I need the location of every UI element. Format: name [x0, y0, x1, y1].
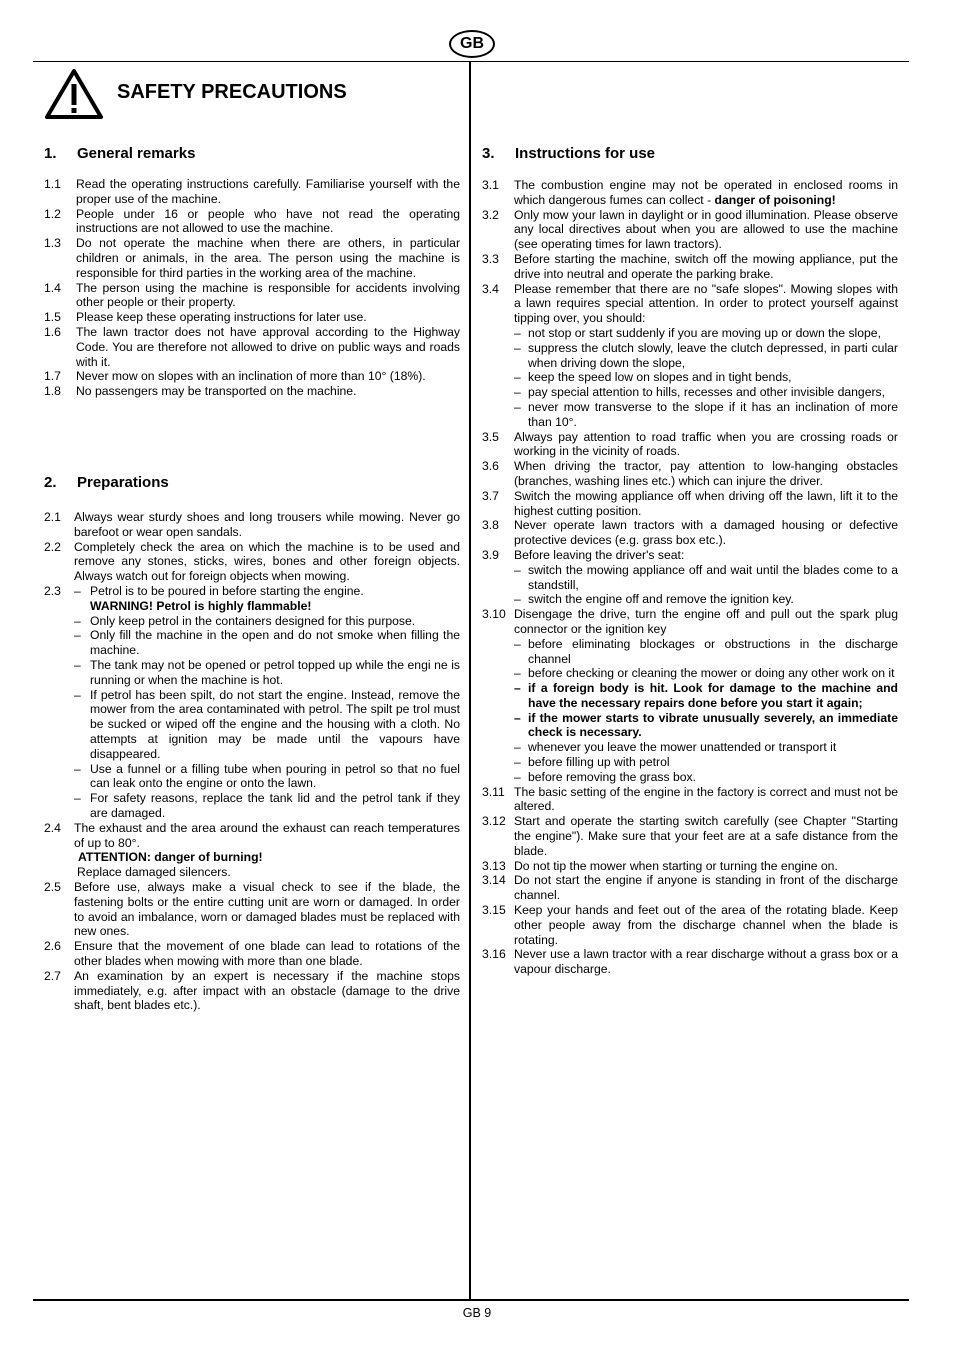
general-remarks-list	[44, 177, 460, 399]
list-item	[482, 518, 898, 548]
preparations-list	[44, 510, 460, 1013]
section-title: Instructions for use	[515, 145, 656, 162]
dash-bullet: –	[514, 755, 521, 770]
item-text: Keep your hands and feet out of the area of the rotating blade. Keep other people away from the discharge channel when the blade is rotating.	[514, 903, 898, 947]
sub-item-text: switch the mowing appliance off and wait until the blades come to a standstill,	[528, 562, 898, 592]
item-number: 3.14	[482, 873, 506, 888]
dash-bullet: –	[514, 636, 521, 651]
item-text: Please keep these operating instructions for later use.	[76, 310, 367, 325]
sub-item-text: The tank may not be opened or petrol topped up while the engi ne is running or when the machine is hot.	[90, 657, 460, 687]
item-text: Never operate lawn tractors with a damaged housing or defective protective devices (e.g. grass box etc.).	[514, 518, 898, 548]
top-rule	[33, 61, 909, 62]
item-number: 2.1	[44, 510, 61, 524]
item-number: 3.7	[482, 488, 499, 503]
item-text-line: The combustion engine may not be operated in enclosed rooms in which dangerous fumes can collect -	[514, 178, 898, 207]
column-divider	[469, 61, 471, 1300]
item-number: 3.6	[482, 459, 499, 474]
item-number: 1.5	[44, 310, 61, 325]
item-number: 3.12	[482, 814, 506, 829]
item-number: 1.1	[44, 177, 61, 191]
list-item	[44, 584, 460, 614]
list-item	[482, 814, 898, 858]
item-text: Before starting the machine, switch off the mowing appliance, put the drive into neutral and operate the parking brake.	[514, 251, 898, 281]
dash-bullet: –	[514, 681, 521, 696]
dash-bullet: –	[74, 613, 81, 628]
item-number: 3.16	[482, 947, 506, 962]
bottom-rule	[33, 1299, 909, 1301]
dash-bullet: –	[74, 761, 81, 776]
list-item	[44, 880, 460, 939]
sub-item	[74, 762, 460, 792]
list-item	[482, 859, 898, 874]
dash-bullet: –	[514, 340, 521, 355]
dash-bullet: –	[514, 325, 521, 340]
item-text: The basic setting of the engine in the factory is correct and must not be altered.	[514, 784, 898, 814]
sub-item	[514, 326, 898, 341]
list-item	[44, 384, 460, 399]
item-text: Before use, always make a visual check to see if the blade, the fastening bolts or the entire cutting unit are worn or damaged. In order to avoid an imbalance, worn or damaged blades must be replaced with new ones.	[74, 879, 460, 939]
list-item	[44, 310, 460, 325]
page-number: GB 9	[462, 1306, 492, 1320]
sub-item	[514, 666, 898, 681]
page-title: SAFETY PRECAUTIONS	[117, 81, 347, 103]
sub-item	[514, 563, 898, 593]
list-item	[482, 873, 898, 903]
list-item	[44, 325, 460, 369]
item-number: 1.3	[44, 236, 61, 251]
item-text: Ensure that the movement of one blade can lead to rotations of the other blades when mowing with more than one blade.	[74, 939, 460, 968]
item-text: Always pay attention to road traffic when you are crossing roads or working in the vicinity of roads.	[514, 429, 898, 459]
sub-item-text: if the mower starts to vibrate unusually severely, an immediate check is necessary.	[528, 710, 898, 740]
item-number: 1.2	[44, 206, 61, 221]
item-text	[514, 178, 898, 208]
sub-item	[74, 614, 460, 629]
sub-item-text: For safety reasons, replace the tank lid and the petrol tank if they are damaged.	[90, 791, 460, 820]
item-text: The person using the machine is responsible for accidents involving other people or their property.	[76, 280, 460, 310]
disengage-sublist	[514, 637, 898, 785]
sub-item-text: Only fill the machine in the open and do not smoke when filling the machine.	[90, 628, 460, 658]
item-number: 3.15	[482, 903, 506, 918]
sub-item-text: Use a funnel or a filling tube when pouring in petrol so that no fuel can leak onto the engine or onto the lawn.	[90, 761, 460, 791]
item-number: 3.2	[482, 207, 499, 222]
slope-sublist	[514, 326, 898, 430]
sub-item-text: before removing the grass box.	[528, 769, 697, 784]
item-number: 3.8	[482, 518, 499, 533]
item-number: 3.9	[482, 547, 499, 562]
sub-item	[514, 385, 898, 400]
list-item	[44, 177, 460, 207]
list-item	[482, 903, 898, 947]
section-title: General remarks	[77, 145, 196, 162]
sub-item	[74, 791, 460, 821]
item-text: An examination by an expert is necessary if the machine stops immediately, e.g. after impact with an obstacle (damage to the drive shaft, bent blades etc.).	[74, 968, 460, 1013]
sub-item-text: pay special attention to hills, recesses and other invisible dangers,	[528, 385, 886, 400]
sub-item	[514, 400, 898, 430]
section-number: 2.	[44, 474, 57, 491]
item-text: Read the operating instructions carefully. Familiarise yourself with the proper use of the machine.	[76, 177, 460, 206]
item-number: 3.3	[482, 251, 499, 266]
dash-bullet: –	[514, 666, 521, 681]
list-item	[482, 548, 898, 563]
item-number: 2.7	[44, 968, 61, 983]
item-number: 3.10	[482, 607, 506, 622]
item-number: 2.5	[44, 879, 61, 894]
sub-item	[514, 637, 898, 667]
list-item	[44, 510, 460, 540]
list-item	[482, 607, 898, 637]
item-number: 1.6	[44, 324, 61, 339]
item-number: 3.5	[482, 429, 499, 444]
dash-bullet: –	[514, 385, 521, 400]
sub-item-text: before checking or cleaning the mower or doing any other work on it	[528, 666, 895, 681]
item-text: Start and operate the starting switch carefully (see Chapter "Starting the engine"). Make sure that your feet are at a safe distance from the blade.	[514, 814, 898, 858]
item-number: 2.3	[44, 583, 61, 598]
sub-item	[514, 592, 898, 607]
dash-bullet: –	[74, 628, 81, 643]
language-badge: GB	[449, 30, 495, 58]
dash-bullet: –	[74, 791, 81, 806]
sub-item	[74, 628, 460, 658]
leaving-seat-sublist	[514, 563, 898, 607]
dash-bullet: –	[514, 710, 521, 725]
sub-item-text: before eliminating blockages or obstructions in the discharge channel	[528, 636, 898, 666]
dash-bullet: –	[74, 687, 81, 702]
item-text: Only mow your lawn in daylight or in good illumination. Please observe any local directives about when you are allowed to use the machine (see operating times for lawn tractors).	[514, 207, 898, 252]
sub-item	[74, 658, 460, 688]
sub-item	[514, 370, 898, 385]
item-text: Switch the mowing appliance off when driving off the lawn, lift it to the highest cutting position.	[514, 488, 898, 518]
dash-bullet: –	[74, 657, 81, 672]
item-text: Disengage the drive, turn the engine off and pull out the spark plug connector or the ignition key	[514, 607, 898, 636]
section-heading-instructions-for-use	[482, 145, 655, 162]
silencer-note: Replace damaged silencers.	[77, 865, 231, 880]
list-item	[44, 939, 460, 969]
list-item	[482, 489, 898, 519]
item-text: Do not operate the machine when there are others, in particular children or animals, in the area. The person using the machine is responsible for third parties in the working area of the machine.	[76, 236, 460, 280]
item-number: 2.2	[44, 539, 61, 554]
item-number: 3.1	[482, 178, 499, 192]
list-item	[482, 282, 898, 326]
sub-item	[514, 755, 898, 770]
sub-item-text: switch the engine off and remove the ignition key.	[528, 592, 794, 607]
sub-item	[514, 770, 898, 785]
instructions-list	[482, 178, 898, 977]
sub-item-text: before filling up with petrol	[528, 755, 670, 770]
list-item	[482, 785, 898, 815]
item-number: 3.11	[482, 784, 505, 799]
sub-item-text: If petrol has been spilt, do not start the engine. Instead, remove the mower from the area contaminated with petrol. The spilt pe trol must be sucked or wiped off the engine and the housing with a cloth. No attempts at ignition may be made until the vapours have disappeared.	[90, 687, 460, 761]
poison-warning: danger of poisoning!	[714, 192, 836, 207]
item-number: 2.4	[44, 820, 61, 835]
dash-bullet: –	[514, 769, 521, 784]
item-text: Before leaving the driver's seat:	[514, 547, 685, 562]
list-item	[44, 969, 460, 1013]
sub-item-text: never mow transverse to the slope if it has an inclination of more than 10°.	[528, 399, 898, 429]
list-item	[44, 821, 460, 851]
item-text: When driving the tractor, pay attention to low-hanging obstacles (branches, washing lines etc.) which can injure the driver.	[514, 459, 898, 488]
list-item	[482, 459, 898, 489]
item-number: 1.7	[44, 369, 61, 384]
list-item	[44, 540, 460, 584]
item-text: Do not start the engine if anyone is standing in front of the discharge channel.	[514, 873, 898, 903]
dash-bullet: –	[514, 562, 521, 577]
item-text: The lawn tractor does not have approval according to the Highway Code. You are therefore not allowed to drive on public ways and roads with it.	[76, 324, 460, 369]
dash-bullet: –	[514, 740, 521, 755]
section-heading-general-remarks	[44, 145, 195, 162]
list-item	[482, 947, 898, 977]
item-text: The exhaust and the area around the exhaust can reach temperatures of up to 80°.	[74, 820, 460, 850]
sub-item-text: not stop or start suddenly if you are moving up or down the slope,	[528, 325, 881, 340]
list-item	[482, 178, 898, 208]
section-heading-preparations	[44, 474, 169, 491]
dash-bullet: –	[74, 583, 81, 598]
item-number: 1.8	[44, 384, 61, 399]
list-item	[44, 207, 460, 237]
list-item	[44, 369, 460, 384]
item-number: 3.4	[482, 281, 499, 296]
item-text: Never use a lawn tractor with a rear discharge without a grass box or a vapour discharge.	[514, 947, 898, 977]
item-text: Completely check the area on which the machine is to be used and remove any stones, sticks, wires, bones and other foreign objects. Always watch out for foreign objects when mowing.	[74, 539, 460, 584]
item-text: People under 16 or people who have not read the operating instructions are not allowed to use the machine.	[76, 206, 460, 236]
sub-item-bold	[514, 681, 898, 711]
item-number: 2.6	[44, 939, 61, 954]
section-number: 3.	[482, 145, 495, 162]
dash-bullet: –	[514, 370, 521, 385]
petrol-warning: WARNING! Petrol is highly flammable!	[90, 598, 312, 613]
sub-item-text: Only keep petrol in the containers designed for this purpose.	[90, 613, 416, 628]
item-text: Never mow on slopes with an inclination of more than 10° (18%).	[76, 369, 426, 384]
list-item	[482, 430, 898, 460]
sub-item-text: whenever you leave the mower unattended or transport it	[528, 740, 837, 755]
item-number: 1.4	[44, 280, 61, 295]
sub-item	[514, 341, 898, 371]
item-text	[74, 584, 460, 614]
list-item	[44, 281, 460, 311]
petrol-sublist	[74, 614, 460, 821]
section-number: 1.	[44, 145, 57, 162]
item-number: 3.13	[482, 858, 506, 873]
sub-item	[74, 688, 460, 762]
sub-item-bold	[514, 711, 898, 741]
item-text: No passengers may be transported on the machine.	[76, 384, 357, 399]
item-text: Do not tip the mower when starting or turning the engine on.	[514, 858, 838, 873]
burn-attention: ATTENTION: danger of burning!	[78, 850, 263, 865]
sub-item-text: suppress the clutch slowly, leave the clutch depressed, in parti cular when driving down the slope,	[528, 340, 898, 370]
list-item	[44, 236, 460, 280]
list-item	[482, 252, 898, 282]
dash-bullet: –	[514, 592, 521, 607]
sub-item	[514, 740, 898, 755]
list-item	[482, 208, 898, 252]
item-text-line: Petrol is to be poured in before starting the engine.	[90, 583, 364, 598]
item-text: Always wear sturdy shoes and long trousers while mowing. Never go barefoot or wear open sandals.	[74, 510, 460, 539]
dash-bullet: –	[514, 399, 521, 414]
warning-triangle-icon	[44, 68, 104, 120]
sub-item-text: keep the speed low on slopes and in tight bends,	[528, 370, 792, 385]
sub-item-text: if a foreign body is hit. Look for damage to the machine and have the necessary repairs done before you start it again;	[528, 681, 898, 710]
item-text: Please remember that there are no "safe slopes". Mowing slopes with a lawn requires special attention. In order to protect yourself against tipping over, you should:	[514, 281, 898, 326]
section-title: Preparations	[77, 474, 169, 491]
